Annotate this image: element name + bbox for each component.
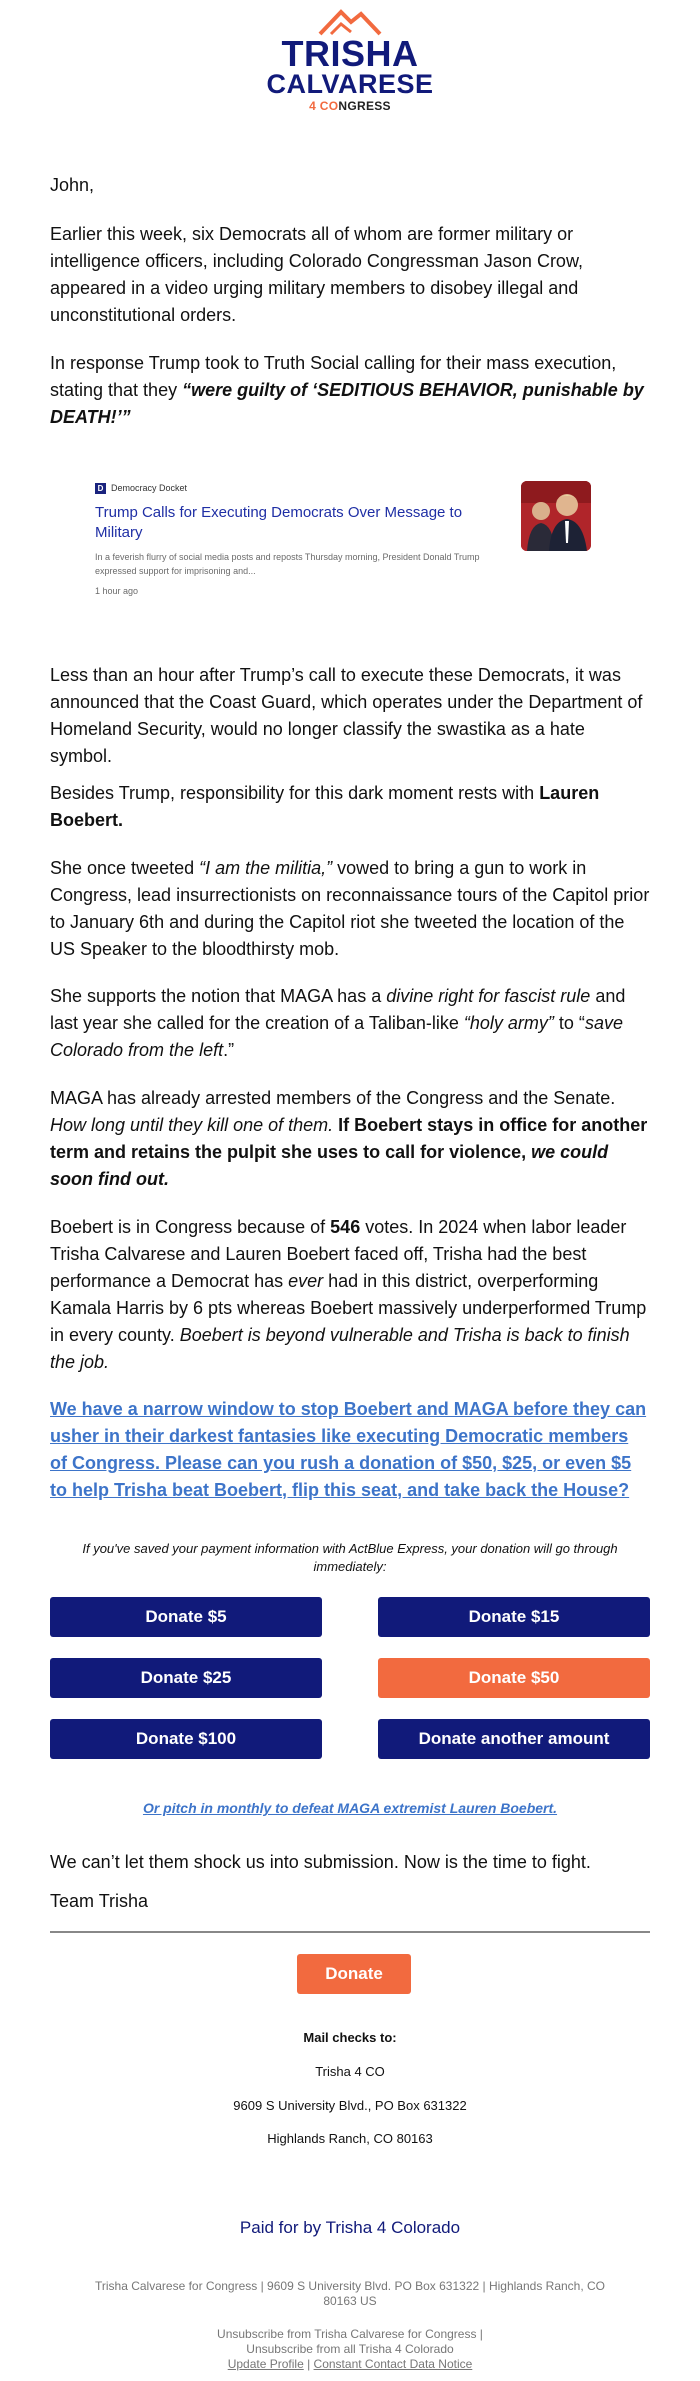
p4-text: Besides Trump, responsibility for this dark moment rests with	[50, 783, 540, 803]
p2-quote: “were guilty of ‘SEDITIOUS BEHAVIOR, punishable by DEATH!’”	[50, 380, 644, 427]
closing	[50, 1849, 650, 1876]
unsubscribe-link[interactable]: Unsubscribe from Trisha Calvarese for Congress |	[217, 2327, 483, 2341]
p6-i2: “holy army”	[463, 1013, 554, 1033]
donate-button[interactable]: Donate	[297, 1954, 411, 1994]
p6-a: She supports the notion that MAGA has a	[50, 986, 387, 1006]
mail-heading: Mail checks to:	[303, 2030, 397, 2045]
paragraph-4	[50, 780, 650, 834]
update-profile-link[interactable]: Update Profile	[227, 2357, 304, 2371]
news-title[interactable]: Trump Calls for Executing Democrats Over Message to Military	[95, 504, 463, 541]
signoff-text: Team Trisha	[50, 1891, 149, 1911]
unsubscribe-all-link[interactable]: Unsubscribe from all Trisha 4 Colorado	[246, 2342, 454, 2356]
unsubscribe-block	[0, 2327, 700, 2372]
data-notice-link[interactable]: Constant Contact Data Notice	[313, 2357, 473, 2371]
logo-four: 4	[309, 99, 317, 113]
paid-for: Paid for by Trisha 4 Colorado	[239, 2218, 461, 2237]
actblue-express-note: If you've saved your payment information with ActBlue Express, your donation will go through immediately:	[82, 1541, 618, 1574]
mail-name: Trisha 4 CO	[315, 2064, 385, 2079]
logo-line-2: CALVARESE	[266, 69, 434, 99]
donate-15-button[interactable]: Donate $15	[378, 1597, 650, 1637]
logo-co: CO	[319, 99, 339, 113]
org-line-2: 80163 US	[323, 2294, 377, 2308]
p6-c: to “	[553, 1013, 585, 1033]
monthly-donation-link[interactable]: Or pitch in monthly to defeat MAGA extremist Lauren Boebert.	[142, 1800, 558, 1816]
donate-100-button[interactable]: Donate $100	[50, 1719, 322, 1759]
footer-sep: |	[303, 2357, 314, 2371]
greeting	[50, 172, 650, 199]
p2-text: In response Trump took to Truth Social calling for their mass execution, stating that they	[50, 353, 617, 400]
donate-5-button[interactable]: Donate $5	[50, 1597, 322, 1637]
donate-25-button[interactable]: Donate $25	[50, 1658, 322, 1698]
news-thumbnail-image	[521, 481, 591, 551]
p8-num: 546	[330, 1217, 361, 1237]
paragraph-1-text: Earlier this week, six Democrats all of whom are former military or intelligence officers, including Colorado Congressman Jason Crow, appeared in a video urging military members to disobey illegal and unconstitutional orders.	[50, 224, 583, 325]
signoff	[50, 1888, 650, 1915]
donation-appeal-link[interactable]: We have a narrow window to stop Boebert and MAGA before they can usher in their darkest fantasies like executing Democratic members of Congress. Please can you rush a donation of $50, $25, or even $5 to help Trisha beat Boebert, flip this seat, and take back the House?	[50, 1399, 647, 1500]
p5-quote: “I am the militia,”	[199, 858, 333, 878]
paragraph-6	[50, 983, 650, 1064]
footer-links	[0, 2357, 700, 2372]
p6-d: .”	[223, 1040, 235, 1060]
donate-50-button[interactable]: Donate $50	[378, 1658, 650, 1698]
p4-name: Lauren Boebert.	[50, 783, 600, 830]
p7-i: How long until they kill one of them.	[50, 1115, 334, 1135]
mail-street: 9609 S University Blvd., PO Box 631322	[233, 2098, 467, 2113]
news-time: 1 hour ago	[95, 586, 139, 596]
logo-line-3	[0, 99, 700, 113]
p3-text: Less than an hour after Trump’s call to execute these Democrats, it was announced that the Coast Guard, which operates under the Department of Homeland Security, would no longer classify the swastika as a hate symbol.	[50, 665, 643, 766]
p7-b: If Boebert stays in office for another term and retains the pulpit she uses to call for violence,	[50, 1115, 648, 1162]
logo-ngress: NGRESS	[338, 99, 391, 113]
paragraph-5	[50, 855, 650, 963]
p8-c: had in this district, overperforming Kamala Harris by 6 pts whereas Boebert massively underperformed Trump in every county.	[50, 1271, 647, 1345]
paragraph-2	[50, 350, 650, 431]
org-line-1: Trisha Calvarese for Congress | 9609 S University Blvd. PO Box 631322 | Highlands Ranch, CO	[94, 2279, 606, 2293]
mail-city: Highlands Ranch, CO 80163	[267, 2131, 433, 2146]
p6-i1: divine right for fascist rule	[386, 986, 591, 1006]
paragraph-1	[50, 221, 650, 329]
p8-ever: ever	[288, 1271, 324, 1291]
p6-i3: save Colorado from the left	[50, 1013, 623, 1060]
source-logo-icon: D	[95, 483, 106, 494]
campaign-logo	[0, 6, 700, 113]
p6-b: and last year she called for the creation of a Taliban-like	[50, 986, 626, 1033]
paragraph-7	[50, 1085, 650, 1193]
source-name: Democracy Docket	[111, 483, 188, 493]
logo-line-1: TRISHA	[281, 33, 419, 74]
news-snippet: In a feverish flurry of social media posts and reposts Thursday morning, President Donald Trump expressed support for imprisoning and...	[95, 552, 480, 576]
org-address	[0, 2279, 700, 2309]
p5-a: She once tweeted	[50, 858, 200, 878]
greeting-text: John,	[50, 175, 95, 195]
news-source	[95, 483, 187, 494]
p7-a: MAGA has already arrested members of the Congress and the Senate.	[50, 1088, 616, 1108]
paragraph-3	[50, 662, 650, 770]
p7-bi: we could soon find out.	[50, 1142, 609, 1189]
p8-b: votes. In 2024 when labor leader Trisha Calvarese and Lauren Boebert faced off, Trisha had the best performance a Democrat has	[50, 1217, 627, 1291]
divider	[50, 1931, 650, 1933]
p8-i: Boebert is beyond vulnerable and Trisha is back to finish the job.	[50, 1325, 630, 1372]
donate-other-button[interactable]: Donate another amount	[378, 1719, 650, 1759]
p5-b: vowed to bring a gun to work in Congress, lead insurrectionists on reconnaissance tours of the Capitol prior to January 6th and during the Capitol riot she tweeted the location of the US Speaker to the bloodthirsty mob.	[50, 858, 650, 959]
closing-text: We can’t let them shock us into submission. Now is the time to fight.	[50, 1852, 591, 1872]
paragraph-8	[50, 1214, 650, 1376]
p8-a: Boebert is in Congress because of	[50, 1217, 331, 1237]
news-card[interactable]	[90, 478, 610, 606]
